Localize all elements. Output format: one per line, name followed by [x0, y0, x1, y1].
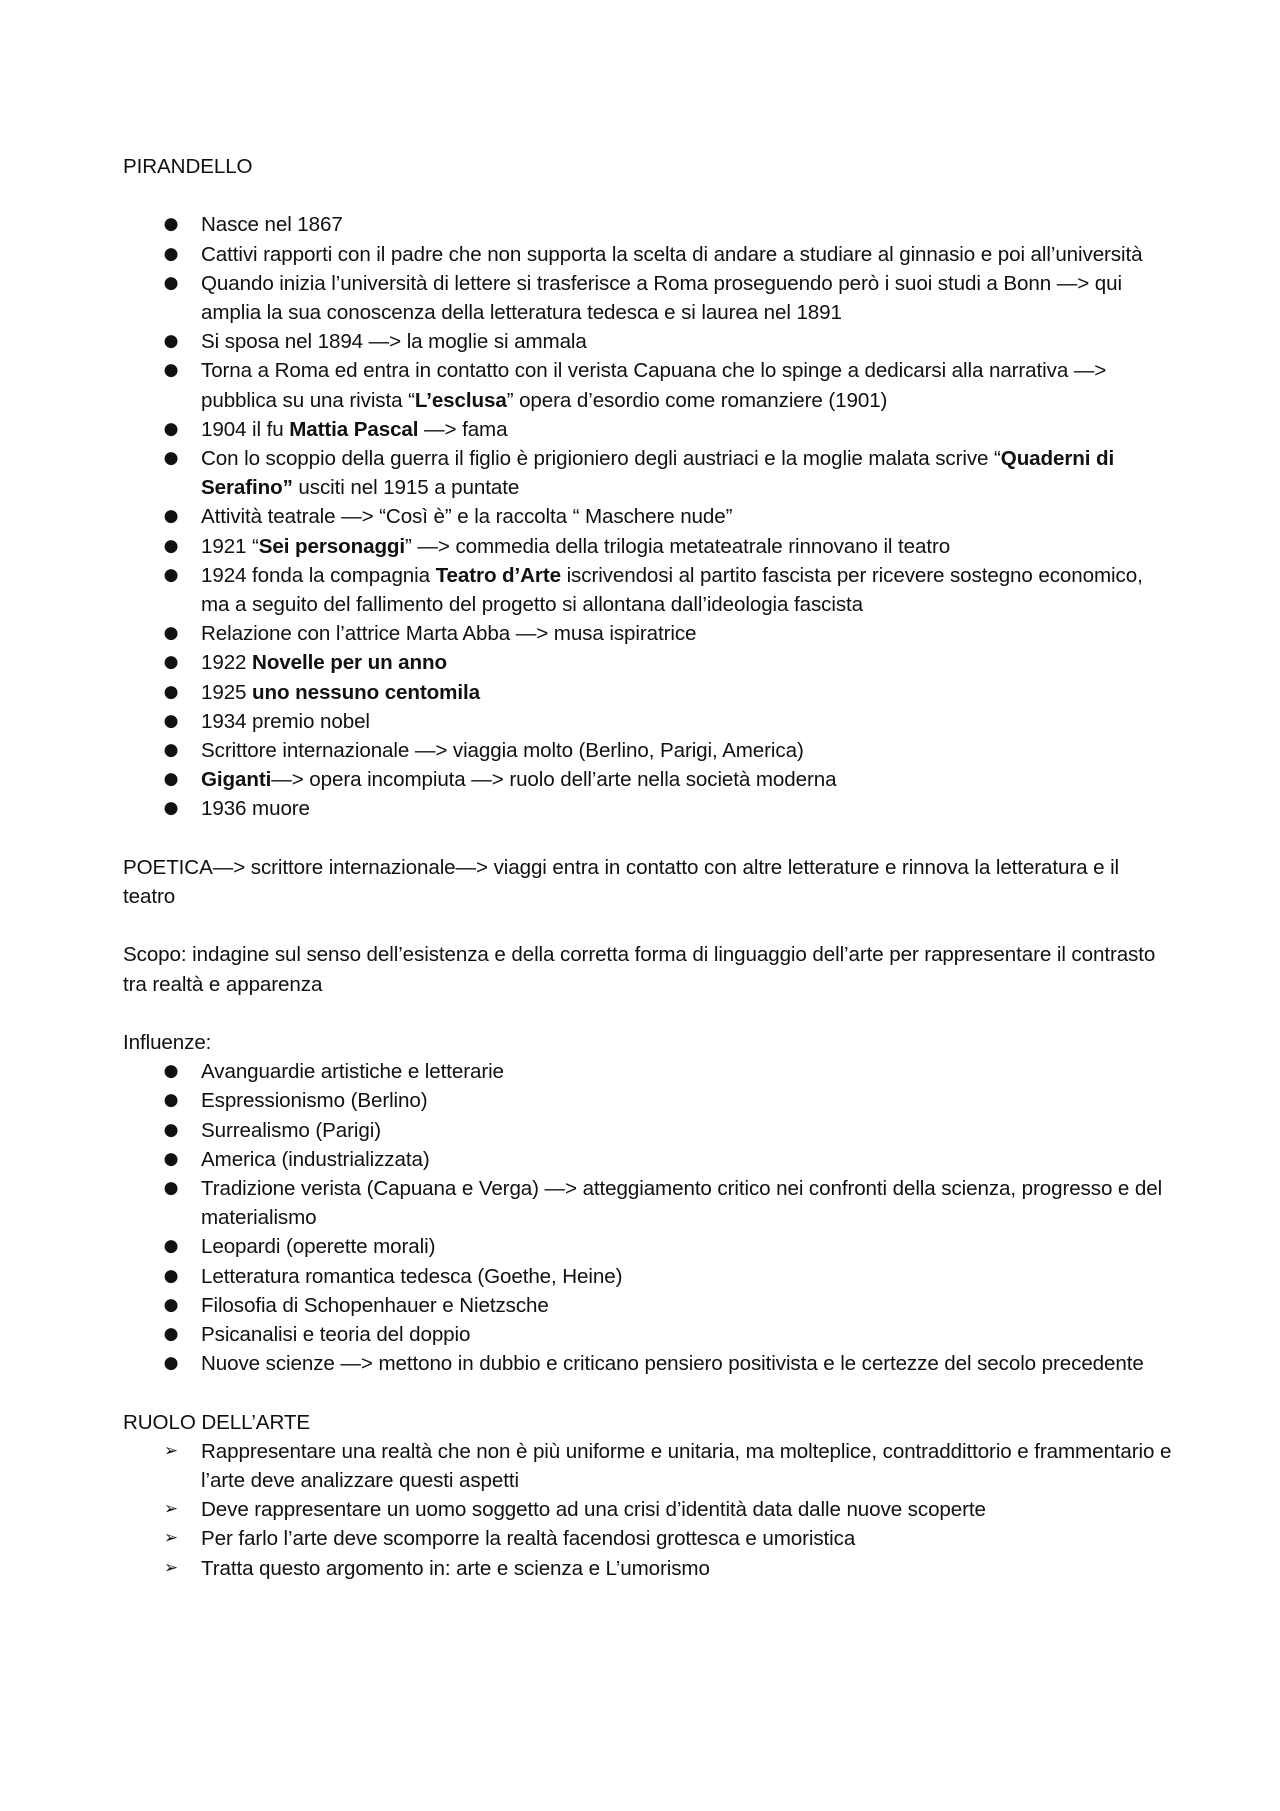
list-item: [123, 619, 1173, 648]
scopo-paragraph: Scopo: indagine sul senso dell’esistenza e della corretta forma di linguaggio dell’arte per rappresentare il contrasto tra realtà e apparenza: [123, 943, 1156, 996]
spacer: [123, 181, 1173, 210]
influenze-heading: Influenze:: [123, 1031, 212, 1055]
bullet-icon: ●: [163, 1090, 179, 1111]
list-item: [123, 1291, 1173, 1320]
text-run: ” opera d’esordio come romanziere (1901): [506, 388, 888, 412]
ruolo-list: [123, 1437, 1173, 1583]
bullet-icon: ●: [163, 1119, 179, 1140]
bold-text: Novelle per un anno: [252, 651, 447, 675]
spacer: [123, 824, 1173, 853]
bullet-icon: ●: [163, 681, 179, 702]
spacer: [123, 1378, 1173, 1407]
list-item: [123, 1554, 1173, 1583]
document-page: [123, 152, 1173, 1583]
text-run: 1921 “: [201, 534, 259, 558]
list-item: [123, 1232, 1173, 1261]
text-run: 1925: [201, 680, 253, 704]
bullet-icon: ●: [163, 564, 179, 585]
bullet-icon: ●: [163, 448, 179, 469]
arrow-bullet-icon: ➢: [163, 1440, 179, 1461]
text-run: —> fama: [418, 417, 508, 441]
text-run: Tratta questo argomento in: arte e scienza e L’umorismo: [201, 1556, 710, 1580]
bullet-icon: ●: [163, 1265, 179, 1286]
bold-text: L’esclusa: [414, 388, 507, 412]
list-item: [123, 1349, 1173, 1378]
text-run: Si sposa nel 1894 —> la moglie si ammala: [201, 330, 587, 354]
bullet-icon: ●: [163, 243, 179, 264]
text-run: America (industrializzata): [201, 1147, 430, 1171]
list-item: [123, 794, 1173, 823]
text-run: ” —> commedia della trilogia metateatrale rinnovano il teatro: [405, 534, 951, 558]
list-item: [123, 1320, 1173, 1349]
arrow-bullet-icon: ➢: [163, 1499, 179, 1520]
text-run: 1904 il fu: [201, 417, 290, 441]
text-run: Avanguardie artistiche e letterarie: [201, 1060, 504, 1084]
spacer: [123, 999, 1173, 1028]
bullet-icon: ●: [163, 740, 179, 761]
bold-text: Giganti: [201, 768, 272, 792]
text-run: —> opera incompiuta —> ruolo dell’arte nella società moderna: [271, 768, 837, 792]
list-item: [123, 240, 1173, 269]
list-item: [123, 269, 1173, 327]
bullet-icon: ●: [163, 1148, 179, 1169]
text-run: 1924 fonda la compagnia: [201, 563, 436, 587]
text-run: Per farlo l’arte deve scomporre la realtà facendosi grottesca e umoristica: [201, 1527, 856, 1551]
bullet-icon: ●: [163, 418, 179, 439]
list-item: [123, 648, 1173, 677]
list-item: [123, 1174, 1173, 1232]
text-run: Letteratura romantica tedesca (Goethe, Heine): [201, 1264, 623, 1288]
bullet-icon: ●: [163, 214, 179, 235]
text-run: Torna a Roma ed entra in contatto con il verista Capuana che lo spinge a dedicarsi alla narrativa —> pubblica su una rivista “: [201, 359, 1107, 412]
bullet-icon: ●: [163, 1061, 179, 1082]
text-run: Leopardi (operette morali): [201, 1235, 436, 1259]
list-item: [123, 415, 1173, 444]
bullet-icon: ●: [163, 331, 179, 352]
bullet-icon: ●: [163, 1294, 179, 1315]
bullet-icon: ●: [163, 1324, 179, 1345]
biography-list: [123, 210, 1173, 823]
ruolo-heading: RUOLO DELL’ARTE: [123, 1410, 310, 1434]
list-item: [123, 356, 1173, 414]
list-item: [123, 736, 1173, 765]
text-run: Nuove scienze —> mettono in dubbio e criticano pensiero positivista e le certezze del secolo precedente: [201, 1352, 1144, 1376]
list-item: [123, 532, 1173, 561]
text-run: 1936 muore: [201, 797, 310, 821]
bullet-icon: ●: [163, 623, 179, 644]
text-run: Nasce nel 1867: [201, 213, 343, 237]
bullet-icon: ●: [163, 652, 179, 673]
bold-text: uno nessuno centomila: [252, 680, 480, 704]
bullet-icon: ●: [163, 1353, 179, 1374]
text-run: Tradizione verista (Capuana e Verga) —> atteggiamento critico nei confronti della scienza, progresso e del materialismo: [201, 1177, 1163, 1230]
bullet-icon: ●: [163, 1236, 179, 1257]
text-run: iscrivendosi al partito fascista per ricevere sostegno economico, ma a seguito del fallimento del progetto si allontana dall’ideologia fascista: [201, 563, 1143, 617]
bullet-icon: ●: [163, 272, 179, 293]
list-item: [123, 678, 1173, 707]
list-item: [123, 1437, 1173, 1495]
list-item: [123, 765, 1173, 794]
text-run: Con lo scoppio della guerra il figlio è prigioniero degli austriaci e la moglie malata scrive “: [201, 447, 1001, 471]
bold-text: Quaderni di Serafino”: [201, 447, 1115, 500]
bold-text: Sei personaggi: [258, 534, 406, 558]
bullet-icon: ●: [163, 1178, 179, 1199]
influenze-list: [123, 1057, 1173, 1378]
text-run: Deve rappresentare un uomo soggetto ad una crisi d’identità data dalle nuove scoperte: [201, 1498, 986, 1522]
list-item: [123, 707, 1173, 736]
list-item: [123, 502, 1173, 531]
bullet-icon: ●: [163, 506, 179, 527]
list-item: [123, 1086, 1173, 1115]
text-run: 1934 premio nobel: [201, 709, 370, 733]
spacer: [123, 911, 1173, 940]
text-run: Quando inizia l’università di lettere si trasferisce a Roma proseguendo però i suoi studi a Bonn —> qui amplia la sua conoscenza della letteratura tedesca e si laurea nel 1891: [201, 271, 1122, 324]
bold-text: Mattia Pascal: [289, 417, 419, 441]
bullet-icon: ●: [163, 360, 179, 381]
poetica-paragraph: POETICA—> scrittore internazionale—> viaggi entra in contatto con altre letterature e rinnova la letteratura e il teatro: [123, 855, 1120, 909]
bullet-icon: ●: [163, 710, 179, 731]
list-item: [123, 1262, 1173, 1291]
text-run: Relazione con l’attrice Marta Abba —> musa ispiratrice: [201, 622, 697, 646]
text-run: Attività teatrale —> “Così è” e la raccolta “ Maschere nude”: [201, 505, 733, 529]
text-run: Scrittore internazionale —> viaggia molto (Berlino, Parigi, America): [201, 739, 804, 763]
list-item: [123, 210, 1173, 239]
arrow-bullet-icon: ➢: [163, 1557, 179, 1578]
text-run: Surrealismo (Parigi): [201, 1118, 381, 1142]
text-run: usciti nel 1915 a puntate: [292, 476, 520, 500]
text-run: Rappresentare una realtà che non è più uniforme e unitaria, ma molteplice, contraddittorio e frammentario e l’arte deve analizzare questi aspetti: [201, 1439, 1172, 1493]
list-item: [123, 561, 1173, 619]
list-item: [123, 444, 1173, 502]
arrow-bullet-icon: ➢: [163, 1528, 179, 1549]
list-item: [123, 1524, 1173, 1553]
text-run: Psicanalisi e teoria del doppio: [201, 1323, 471, 1347]
list-item: [123, 1116, 1173, 1145]
text-run: 1922: [201, 651, 253, 675]
list-item: [123, 1145, 1173, 1174]
list-item: [123, 1057, 1173, 1086]
bullet-icon: ●: [163, 798, 179, 819]
bullet-icon: ●: [163, 769, 179, 790]
bullet-icon: ●: [163, 535, 179, 556]
document-title: PIRANDELLO: [123, 155, 253, 178]
list-item: [123, 1495, 1173, 1524]
list-item: [123, 327, 1173, 356]
text-run: Filosofia di Schopenhauer e Nietzsche: [201, 1293, 549, 1317]
text-run: Cattivi rapporti con il padre che non supporta la scelta di andare a studiare al ginnasio e poi all’università: [201, 242, 1143, 266]
bold-text: Teatro d’Arte: [435, 563, 561, 587]
text-run: Espressionismo (Berlino): [201, 1089, 428, 1113]
